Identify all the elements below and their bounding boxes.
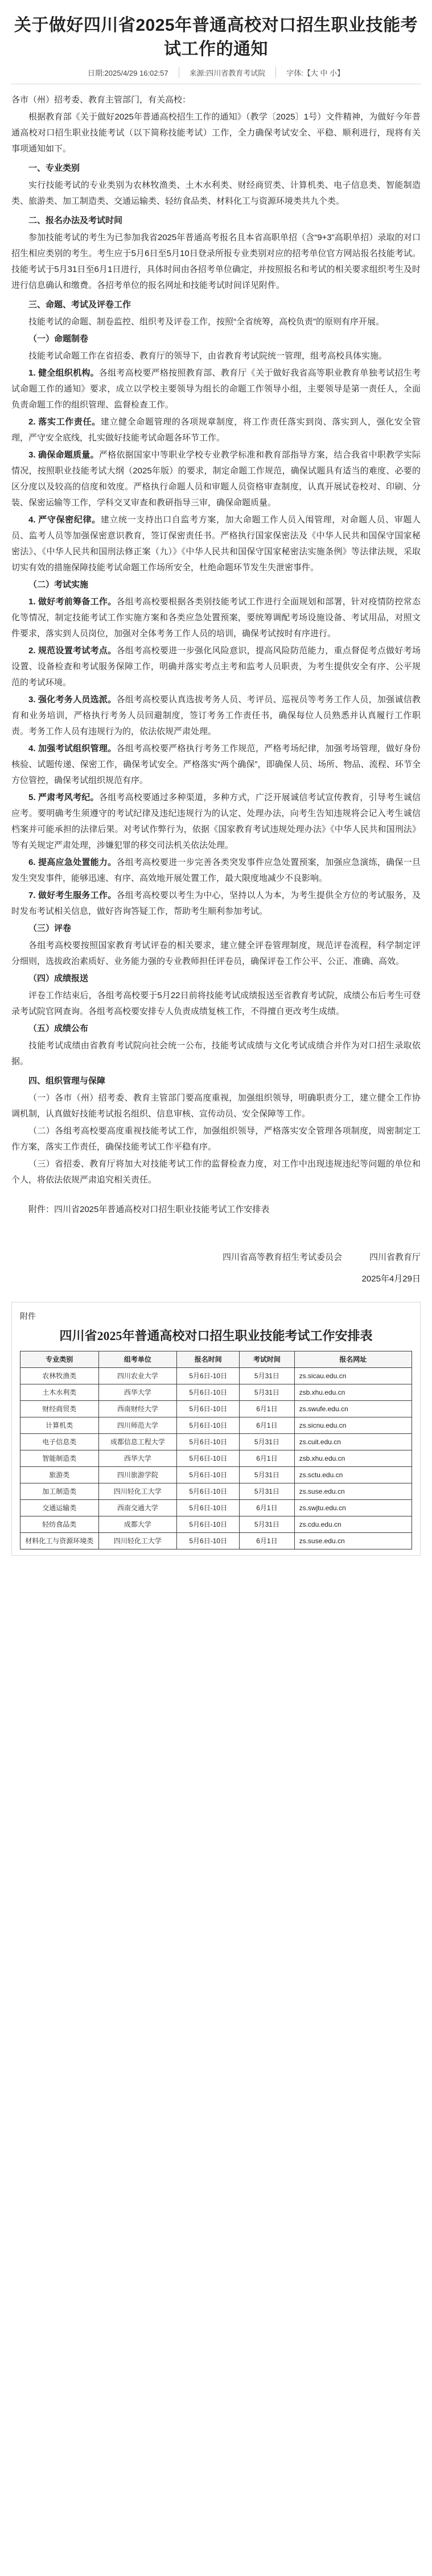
cell-website[interactable]: zs.sctu.edu.cn [294,1467,412,1483]
schedule-body [20,1368,412,1549]
subsection-4-title: （四）成绩报送 [28,974,89,983]
signature-block [11,1250,421,1287]
salutation: 各市（州）招考委、教育主管部门，有关高校： [11,95,191,105]
item-text: 各组考高校要以考生为中心，坚持以人为本，为考生提供全方位的考试服务，及时发布考试相关信息，做好咨询答疑工作，帮助考生顺利参加考试。 [11,891,421,916]
cell-category: 电子信息类 [20,1434,99,1450]
font-size-control[interactable]: 字体:【大 中 小】 [275,67,344,78]
item-lead: 1. 健全组织机构。 [28,368,99,378]
subsection-5-title: （五）成绩公布 [28,1024,89,1033]
cell-exam-time: 5月31日 [240,1467,294,1483]
cell-exam-time: 6月1日 [240,1401,294,1417]
cell-reg-time: 5月6日-10日 [177,1384,240,1401]
item-text: 各组考高校要根据各类别技能考试工作进行全面规划和部署，针对疫情防控常态化等情况，制定技能考试工作实施方案和各类应急处置预案，要统筹调配考场设施设备、考试用品，对照文件要求，落实到人员岗位，加强对全体考务工作人员的培训，确保考试按时有序进行。 [11,597,421,638]
cell-reg-time: 5月6日-10日 [177,1434,240,1450]
annex-label: 附件 [20,1312,36,1321]
signature-org-1: 四川省高等教育招生考试委员会 [222,1252,342,1262]
cell-reg-time: 5月6日-10日 [177,1533,240,1549]
cell-organizer: 西华大学 [98,1384,177,1401]
cell-category: 交通运输类 [20,1500,99,1516]
item-b-7 [11,888,421,920]
item-lead: 3. 确保命题质量。 [28,450,99,460]
cell-reg-time: 5月6日-10日 [177,1368,240,1384]
item-text: 建立统一支持出口自监考方案，加大命题工作人员入闱管理，对命题人员、审题人员、监考人员等加强保密意识教育，签订保密责任书。严格执行国家保密法及《中华人民共和国保守国家秘密法》、《中华人民共和国刑法修正案（九）》《中华人民共和国保守国家秘密法实施条例》等法律法规，采取切实有效的措施保障技能考试命题工作场所安全，杜绝命题环节发生失泄密事件。 [11,515,421,572]
table-row [20,1450,412,1467]
section-1-body: 实行技能考试的专业类别为农林牧渔类、土木水利类、财经商贸类、计算机类、电子信息类、智能制造类、旅游类、加工制造类、交通运输类、轻纺食品类、材料化工与资源环境类共九个类。 [11,180,421,206]
subsection-3-title: （三）评卷 [28,924,72,933]
article-body [11,92,421,1188]
table-row [20,1483,412,1500]
signature-orgs [11,1250,421,1266]
cell-website[interactable]: zsb.xhu.edu.cn [294,1450,412,1467]
item-lead: 7. 做好考生服务工作。 [28,891,117,900]
signature-org-2: 四川省教育厅 [369,1252,421,1262]
signature-date: 2025年4月29日 [361,1274,421,1284]
cell-organizer: 四川农业大学 [98,1368,177,1384]
cell-reg-time: 5月6日-10日 [177,1417,240,1434]
cell-category: 计算机类 [20,1417,99,1434]
item-a-1 [11,365,421,413]
table-row [20,1467,412,1483]
cell-website[interactable]: zs.sicnu.edu.cn [294,1417,412,1434]
schedule-header-row [20,1351,412,1368]
item-text: 建立健全命题管理的各项规章制度，将工作责任落实到岗、落实到人，强化安全管理，严守安全底线，扎实做好技能考试命题各环节工作。 [11,417,421,443]
item-b-5 [11,790,421,854]
cell-category: 智能制造类 [20,1450,99,1467]
cell-website[interactable]: zs.suse.edu.cn [294,1483,412,1500]
item-b-2 [11,643,421,691]
cell-exam-time: 5月31日 [240,1434,294,1450]
cell-website[interactable]: zs.cdu.edu.cn [294,1516,412,1533]
col-header-category: 专业类别 [20,1351,99,1368]
item-text: 各组考高校要严格按照教育部、教育厅《关于做好我省高等职业教育单独考试招生考试命题工作的通知》要求，成立以学校主要领导为组长的命题工作领导小组，主要领导是第一责任人，全面负责命题工作的组织管理、监督检查工作。 [11,368,421,410]
cell-organizer: 西南交通大学 [98,1500,177,1516]
section-4-item: （一）各市（州）招考委、教育主管部门要高度重视，加强组织领导，明确职责分工，建立健全工作协调机制，认真做好技能考试报名组织、信息审核、宣传动员、安全保障等工作。 [11,1093,421,1119]
article-page [11,11,421,2553]
subsection-2-title: （二）考试实施 [28,580,89,590]
subsection-1-title: （一）命题制卷 [28,334,89,344]
section-2-body: 参加技能考试的考生为已参加我省2025年普通高考报名且本省高职单招（含“9+3”高职单招）录取的对口招生相应类别的考生。考生应于5月6日至5月10日登录所报专业类别对应的招考单位官方网站报名技能考试。技能考试于5月31日至6月1日进行，具体时间由各招考单位确定，并按照报名和考试的相关要求组织考生及时进行信息确认和缴费。各招考单位的报名网址和技能考试时间详见附件。 [11,233,421,290]
table-row [20,1417,412,1434]
item-b-3 [11,692,421,740]
cell-exam-time: 6月1日 [240,1533,294,1549]
item-text: 各组考高校要通过多种渠道，多种方式，广泛开展诚信考试宣传教育，引导考生诚信应考。要明确考生须遵守的考试纪律及违纪违规行为的认定、处理办法，向考生告知违规将会记入考生诚信档案并可能承担的法律后果。对考试作弊行为，依据《国家教育考试违规处理办法》《中华人民共和国刑法》等有关规定严肃处理，涉嫌犯罪的移交司法机关依法处理。 [11,793,421,850]
item-lead: 3. 强化考务人员选派。 [28,695,117,704]
item-text: 各组考高校要严格执行考务工作规范，严格考场纪律，加强考场管理，做好身份核验、试题传递、保密工作，确保考试安全。严格落实“两个确保”，即确保人员、场所、物品、流程、环节全方位管控，确保考试组织规范有序。 [11,744,421,785]
cell-website[interactable]: zs.suse.edu.cn [294,1533,412,1549]
cell-category: 材料化工与资源环境类 [20,1533,99,1549]
article-source: 来源:四川省教育考试院 [179,67,266,78]
cell-website[interactable]: zs.cuit.edu.cn [294,1434,412,1450]
cell-website[interactable]: zs.swjtu.edu.cn [294,1500,412,1516]
item-lead: 4. 加强考试组织管理。 [28,744,117,753]
item-b-1 [11,594,421,642]
publish-date: 日期:2025/4/29 16:02:57 [87,69,168,77]
cell-exam-time: 5月31日 [240,1384,294,1401]
section-3-title: 三、命题、考试及评卷工作 [28,300,131,310]
cell-reg-time: 5月6日-10日 [177,1483,240,1500]
cell-organizer: 四川轻化工大学 [98,1533,177,1549]
table-row [20,1434,412,1450]
schedule-table [20,1351,412,1549]
cell-organizer: 成都大学 [98,1516,177,1533]
cell-reg-time: 5月6日-10日 [177,1401,240,1417]
section-4-item: （二）各组考高校要高度重视技能考试工作，加强组织领导，严格落实安全管理各项制度，周密制定工作方案，落实工作责任，确保技能考试工作平稳有序。 [11,1126,421,1152]
col-header-reg-time: 报名时间 [177,1351,240,1368]
cell-website[interactable]: zs.swufe.edu.cn [294,1401,412,1417]
item-text: 严格依据国家中等职业学校专业教学标准和教育部指导方案，结合我省中职教学实际情况，按照职业技能考试大纲（2025年版）的要求，制定命题工作规范，确保试题具有适当的难度、必要的区分度以及较高的信度和效度。严格执行命题人员和审题人员资格审查制度，认真开展试卷校对、印刷、分装、保密运输等工作，学科交叉审查和教研指导三审，确保命题质量。 [11,450,421,508]
item-lead: 5. 严肃考风考纪。 [28,793,99,802]
subsection-5-body: 技能考试成绩由省教育考试院向社会统一公布，技能考试成绩与文化考试成绩合并作为对口招生录取依据。 [11,1041,421,1066]
item-text: 各组考高校要认真选拔考务人员、考评员、巡视员等考务工作人员，加强诚信教育和业务培训，严格执行考务人员回避制度，签订考务工作责任书，确保每位人员熟悉并认真履行工作职责。考务工作人员有违规行为的，依法依规严肃处理。 [11,695,421,736]
cell-exam-time: 5月31日 [240,1368,294,1384]
table-row [20,1533,412,1549]
item-a-2 [11,414,421,446]
cell-reg-time: 5月6日-10日 [177,1467,240,1483]
item-lead: 2. 落实工作责任。 [28,417,101,427]
col-header-website: 报名网址 [294,1351,412,1368]
cell-organizer: 西南财经大学 [98,1401,177,1417]
cell-category: 轻纺食品类 [20,1516,99,1533]
cell-category: 财经商贸类 [20,1401,99,1417]
section-4-title: 四、组织管理与保障 [28,1076,106,1086]
article-meta [11,67,421,84]
item-lead: 1. 做好考前筹备工作。 [28,597,117,607]
cell-category: 加工制造类 [20,1483,99,1500]
col-header-exam-time: 考试时间 [240,1351,294,1368]
annex-title: 四川省2025年普通高校对口招生职业技能考试工作安排表 [59,1329,373,1343]
cell-website[interactable]: zsb.xhu.edu.cn [294,1384,412,1401]
cell-organizer: 四川师范大学 [98,1417,177,1434]
section-1-title: 一、专业类别 [28,163,80,173]
article-title: 关于做好四川省2025年普通高校对口招生职业技能考试工作的通知 [14,16,418,59]
section-2-title: 二、报名办法及考试时间 [28,216,123,225]
table-row [20,1500,412,1516]
col-header-organizer: 组考单位 [98,1351,177,1368]
table-row [20,1384,412,1401]
cell-category: 旅游类 [20,1467,99,1483]
intro-paragraph: 根据教育部《关于做好2025年普通高校招生工作的通知》（教学〔2025〕1号）文件精神，为做好今年普通高校对口招生职业技能考试（以下简称技能考试）工作，全力确保考试安全、平稳、顺利进行，现将有关事项通知如下。 [11,112,421,154]
cell-organizer: 四川轻化工大学 [98,1483,177,1500]
table-row [20,1368,412,1384]
table-row [20,1516,412,1533]
cell-category: 农林牧渔类 [20,1368,99,1384]
cell-organizer: 成都信息工程大学 [98,1434,177,1450]
cell-category: 土木水利类 [20,1384,99,1401]
item-lead: 6. 提高应急处置能力。 [28,858,117,867]
cell-reg-time: 5月6日-10日 [177,1500,240,1516]
subsection-3-body: 各组考高校要按照国家教育考试评卷的相关要求，建立健全评卷管理制度，规范评卷流程，科学制定评分细则，选拔政治素质好、业务能力强的专业教师担任评卷员，确保评卷工作公平、公正、准确、高效。 [11,941,421,966]
item-b-4 [11,741,421,789]
cell-reg-time: 5月6日-10日 [177,1516,240,1533]
cell-exam-time: 5月31日 [240,1483,294,1500]
item-lead: 2. 规范设置考试考点。 [28,646,117,656]
cell-exam-time: 6月1日 [240,1450,294,1467]
item-a-3 [11,447,421,511]
subsection-4-body: 评卷工作结束后，各组考高校要于5月22日前将技能考试成绩报送至省教育考试院，成绩公布后考生可登录考试院官网查询。各组考高校要安排专人负责成绩复核工作，不得擅自更改考生成绩。 [11,991,421,1016]
cell-organizer: 西华大学 [98,1450,177,1467]
cell-reg-time: 5月6日-10日 [177,1450,240,1467]
cell-exam-time: 6月1日 [240,1417,294,1434]
item-text: 各组考高校要进一步完善各类突发事件应急处置预案，加强应急演练，确保一旦发生突发事件，能够迅速、有序、高效地开展处置工作，最大限度地减少不良影响。 [11,858,421,883]
item-a-4 [11,512,421,576]
cell-organizer: 四川旅游学院 [98,1467,177,1483]
section-4-item: （三）省招委、教育厅将加大对技能考试工作的监督检查力度，对工作中出现违规违纪等问题的单位和个人，将依法依规严肃追究相关责任。 [11,1159,421,1185]
cell-website[interactable]: zs.sicau.edu.cn [294,1368,412,1384]
section-3-body: 技能考试的命题、制卷监控、组织考及评卷工作，按照“全省统筹，高校负责”的原则有序开展。 [28,317,384,327]
cell-exam-time: 6月1日 [240,1500,294,1516]
table-row [20,1401,412,1417]
item-b-6 [11,855,421,887]
item-text: 各组考高校要进一步强化风险意识，提高风险防范能力，重点督促考点做好考场设置、设备检查和考试服务保障工作，明确并落实考点主考和监考人员职责，为考生提供安全有序、公平规范的考试环境。 [11,646,421,687]
subsection-1-body: 技能考试命题工作在省招委、教育厅的领导下，由省教育考试院统一管理，组考高校具体实施。 [28,351,388,361]
annex-image [11,1302,421,1556]
cell-exam-time: 5月31日 [240,1516,294,1533]
attachment-link[interactable]: 附件：四川省2025年普通高校对口招生职业技能考试工作安排表 [28,1205,270,1214]
item-lead: 4. 严守保密纪律。 [28,515,101,525]
